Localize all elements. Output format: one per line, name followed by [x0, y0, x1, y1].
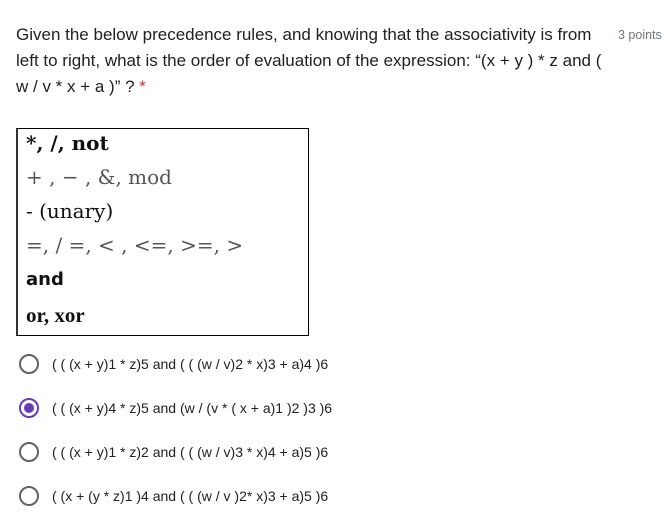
- option-label: ( ( (x + y)1 * z)2 and ( ( (w / v)3 * x)4 + a)5 )6: [52, 444, 329, 460]
- radio-button-selected[interactable]: [19, 398, 39, 418]
- rule-row-5: and: [26, 269, 64, 290]
- option-label: ( ( (x + y)4 * z)5 and (w / (v * ( x + a)1 )2 )3 )6: [52, 400, 333, 416]
- rule-row-4: =, / =, < , <=, >=, >: [26, 233, 244, 257]
- question-title: [16, 22, 610, 100]
- option-2[interactable]: [16, 390, 636, 426]
- precedence-rules-image: [16, 128, 309, 336]
- option-1[interactable]: [16, 346, 636, 382]
- rule-row-2: + , − , &, mod: [26, 165, 172, 189]
- option-3[interactable]: [16, 434, 636, 470]
- radio-button[interactable]: [19, 486, 39, 506]
- points-label: 3 points: [618, 28, 662, 42]
- rule-row-6: or, xor: [26, 303, 85, 327]
- rule-row-1: *, /, not: [26, 131, 109, 155]
- question-text: Given the below precedence rules, and knowing that the associativity is from left to right, what is the order of evaluation of the expression: “(x + y ) * z and ( w / v * x + a )” ?: [16, 25, 602, 96]
- option-label: ( (x + (y * z)1 )4 and ( ( (w / v )2* x)3 + a)5 )6: [52, 488, 329, 504]
- option-4[interactable]: [16, 478, 636, 514]
- option-label: ( ( (x + y)1 * z)5 and ( ( (w / v)2 * x)3 + a)4 )6: [52, 356, 329, 372]
- rule-row-3: - (unary): [26, 199, 114, 223]
- required-asterisk: *: [139, 77, 146, 96]
- radio-button[interactable]: [19, 354, 39, 374]
- radio-button[interactable]: [19, 442, 39, 462]
